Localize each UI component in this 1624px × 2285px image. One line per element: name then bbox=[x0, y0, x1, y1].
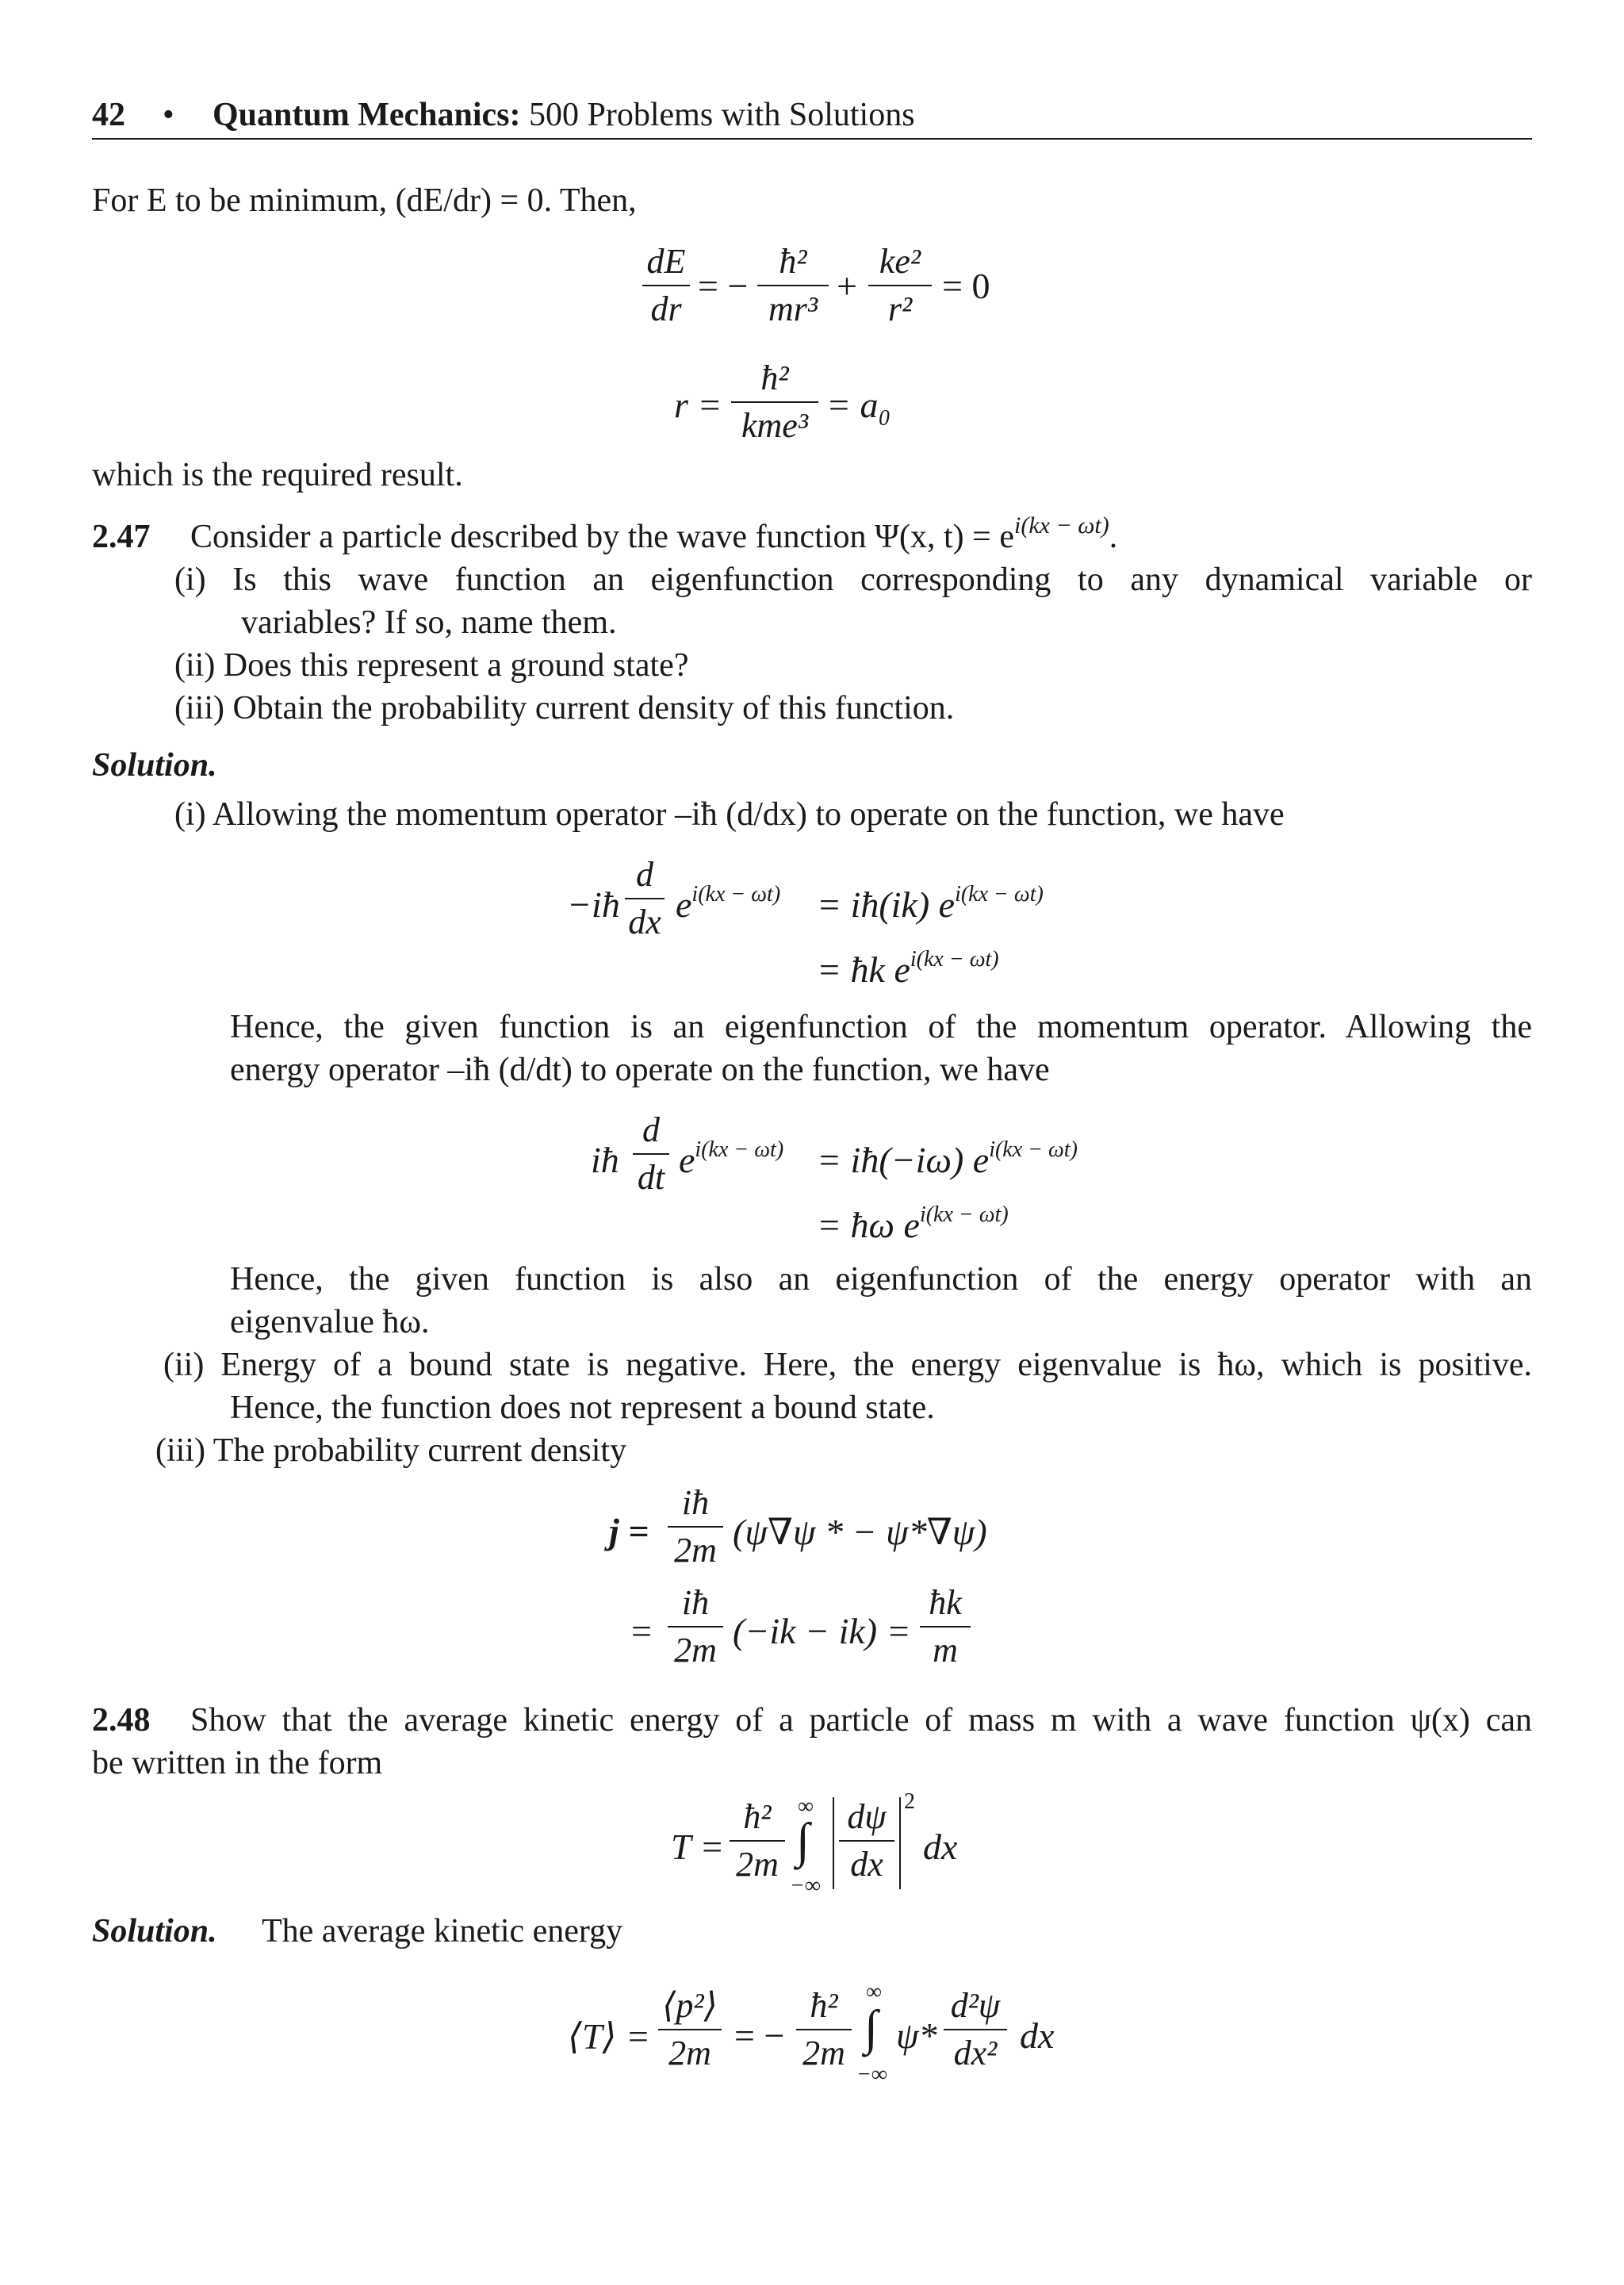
avg-dx: dx bbox=[1020, 2015, 1055, 2056]
p247-s1-text-d: eigenvalue ħω. bbox=[230, 1304, 430, 1340]
s1-eq-rhs1 bbox=[817, 884, 1044, 926]
j2-r-den: m bbox=[933, 1631, 958, 1670]
avg-f2-num: ħ² bbox=[810, 1986, 838, 2025]
T-num: ħ² bbox=[743, 1797, 772, 1836]
T-integral-sign: ∫ bbox=[796, 1814, 810, 1868]
T-lower-limit: −∞ bbox=[790, 1873, 821, 1898]
book-title-bold: Quantum Mechanics: bbox=[213, 97, 521, 133]
page-number: 42 bbox=[92, 97, 125, 133]
s1b-eq-rhs2 bbox=[817, 1204, 1009, 1246]
p247-q2: (ii) Does this represent a ground state? bbox=[174, 647, 689, 684]
s1-eq-r1: = iħ(ik) e bbox=[817, 884, 956, 925]
avg-fraction-1 bbox=[658, 1986, 722, 2073]
eq1-f2-den: r² bbox=[887, 289, 913, 328]
p247-q3: (iii) Obtain the probability current density of this function. bbox=[174, 690, 955, 727]
s1b-eq-exp-base: e bbox=[679, 1140, 695, 1180]
avg-f1-num: ⟨p²⟩ bbox=[662, 1986, 718, 2025]
s1-eq-rhs2 bbox=[817, 949, 999, 991]
header-bullet: • bbox=[163, 97, 174, 133]
eq1-lhs-fraction bbox=[642, 242, 690, 329]
j2-fraction bbox=[668, 1583, 723, 1670]
j2-r-num: ħk bbox=[929, 1583, 962, 1622]
intro-line: For E to be minimum, (dE/dr) = 0. Then, bbox=[92, 182, 637, 219]
j2-mid: (−ik − ik) = bbox=[733, 1611, 911, 1651]
s1-eq-num: d bbox=[636, 855, 653, 894]
p247-s2-line1: (ii) Energy of a bound state is negative. Here, the energy eigenvalue is ħω, which is positive. bbox=[163, 1347, 1532, 1383]
avg-lhs: ⟨T⟩ = bbox=[568, 2016, 651, 2057]
s1b-eq-r2: = ħω e bbox=[817, 1205, 920, 1245]
s1b-eq-den: dt bbox=[637, 1158, 665, 1197]
T-upper-limit: ∞ bbox=[798, 1794, 814, 1819]
j2-num: iħ bbox=[681, 1583, 710, 1622]
p248-statement-line1: Show that the average kinetic energy of a particle of mass m with a wave function ψ(x) can bbox=[190, 1702, 1532, 1739]
s1-eq-fraction bbox=[625, 855, 665, 942]
s1b-eq-num: d bbox=[642, 1110, 660, 1149]
T-abs-right-bar bbox=[899, 1797, 901, 1889]
s1b-eq-r1: = iħ(−iω) e bbox=[817, 1140, 990, 1180]
eq2-fraction bbox=[731, 358, 818, 446]
j-rhs: (ψ∇ψ * − ψ*∇ψ) bbox=[733, 1512, 987, 1552]
p248-solution-label: Solution. bbox=[92, 1913, 217, 1950]
T-abs-left-bar bbox=[833, 1797, 834, 1889]
header-rule bbox=[92, 138, 1532, 140]
j2-equals: = bbox=[631, 1611, 652, 1651]
T-power: 2 bbox=[904, 1789, 915, 1814]
p247-s1-text-a: Hence, the given function is an eigenfunction of the momentum operator. Allowing the bbox=[230, 1009, 1532, 1045]
s1-eq-exp bbox=[676, 884, 780, 926]
problem-247-number: 2.47 bbox=[92, 519, 151, 555]
p247-statement-text: Consider a particle described by the wave function Ψ(x, t) = e bbox=[190, 519, 1014, 555]
eq1-rhs: = 0 bbox=[942, 266, 990, 306]
eq1-lhs-den: dr bbox=[650, 289, 682, 328]
p247-statement-end: . bbox=[1109, 519, 1118, 555]
eq1-equals: = − bbox=[698, 266, 749, 306]
T-abs-fraction bbox=[839, 1797, 894, 1884]
eq2-den: kme³ bbox=[741, 406, 809, 445]
s1b-eq-r1-sup: i(kx − ωt) bbox=[989, 1137, 1078, 1162]
p247-s1-text-c: Hence, the given function is also an eigenfunction of the energy operator with an bbox=[230, 1261, 1532, 1298]
s1-eq-r2: = ħk e bbox=[817, 949, 910, 990]
eq1-f1-den: mr³ bbox=[768, 289, 818, 328]
eq2-lhs: r = bbox=[674, 385, 722, 425]
avg-fraction-2 bbox=[796, 1986, 852, 2073]
T-fraction bbox=[730, 1797, 785, 1884]
eq1-plus: + bbox=[837, 266, 857, 306]
p247-q1-line1: (i) Is this wave function an eigenfunction corresponding to any dynamical variable or bbox=[174, 562, 1532, 598]
s1b-eq-lhs: iħ bbox=[591, 1140, 619, 1180]
avg-f2-den: 2m bbox=[802, 2034, 845, 2072]
closing-line: which is the required result. bbox=[92, 457, 463, 493]
avg-psi-star: ψ* bbox=[896, 2015, 937, 2056]
p248-statement-line2: be written in the form bbox=[92, 1745, 383, 1781]
s1-eq-exp-sup: i(kx − ωt) bbox=[691, 882, 781, 907]
s1-eq-r2-sup: i(kx − ωt) bbox=[910, 947, 999, 972]
eq1-f2-num: ke² bbox=[879, 242, 921, 281]
problem-247-statement bbox=[190, 512, 1118, 555]
j2-den: 2m bbox=[674, 1631, 717, 1670]
p247-statement-sup: i(kx − ωt) bbox=[1014, 512, 1109, 539]
s1-eq-exp-base: e bbox=[676, 884, 692, 925]
avg-upper-limit: ∞ bbox=[866, 1980, 882, 2004]
avg-f3-den: dx² bbox=[953, 2034, 998, 2072]
s1b-eq-exp bbox=[679, 1139, 783, 1181]
eq2-num: ħ² bbox=[760, 358, 789, 397]
T-lhs: T = bbox=[671, 1827, 725, 1867]
avg-equals: = − bbox=[734, 2015, 785, 2056]
s1b-eq-fraction bbox=[633, 1110, 669, 1198]
p247-solution-label: Solution. bbox=[92, 747, 217, 784]
p247-s1-text-b: energy operator –iħ (d/dt) to operate on the function, we have bbox=[230, 1052, 1050, 1088]
T-dx: dx bbox=[923, 1827, 958, 1867]
avg-lower-limit: −∞ bbox=[856, 2062, 887, 2087]
eq1-fraction-2 bbox=[868, 242, 932, 329]
s1-eq-lhs: −iħ bbox=[567, 884, 620, 925]
p248-solution-text: The average kinetic energy bbox=[262, 1913, 623, 1950]
j-fraction bbox=[668, 1483, 723, 1570]
s1b-eq-exp-sup: i(kx − ωt) bbox=[695, 1137, 784, 1162]
s1-eq-r1-sup: i(kx − ωt) bbox=[955, 882, 1044, 907]
avg-fraction-3 bbox=[944, 1986, 1007, 2073]
j-num: iħ bbox=[681, 1483, 710, 1522]
j-den: 2m bbox=[674, 1531, 717, 1570]
eq1-lhs-num: dE bbox=[646, 242, 686, 281]
p247-s2-line2: Hence, the function does not represent a bound state. bbox=[230, 1390, 935, 1426]
T-abs-num: dψ bbox=[847, 1797, 887, 1836]
s1b-eq-rhs1 bbox=[817, 1139, 1078, 1181]
p247-s1: (i) Allowing the momentum operator –iħ (d/dx) to operate on the function, we have bbox=[174, 796, 1285, 833]
p247-s3: (iii) The probability current density bbox=[155, 1432, 627, 1469]
T-abs-den: dx bbox=[850, 1845, 883, 1884]
book-title-rest: 500 Problems with Solutions bbox=[520, 97, 915, 133]
avg-f1-den: 2m bbox=[668, 2034, 711, 2072]
avg-integral-sign: ∫ bbox=[864, 2001, 878, 2055]
j-lhs: j = bbox=[609, 1511, 649, 1551]
running-header bbox=[213, 98, 915, 132]
j2-result-fraction bbox=[920, 1583, 971, 1670]
problem-248-number: 2.48 bbox=[92, 1702, 151, 1739]
p247-q1-line2: variables? If so, name them. bbox=[241, 604, 617, 641]
s1-eq-den: dx bbox=[628, 903, 661, 941]
avg-f3-num: d²ψ bbox=[950, 1986, 1001, 2025]
s1b-eq-r2-sup: i(kx − ωt) bbox=[919, 1202, 1009, 1227]
eq2-rhs: = a₀ bbox=[826, 385, 891, 425]
eq1-f1-num: ħ² bbox=[779, 242, 807, 281]
eq1-fraction-1 bbox=[757, 242, 829, 329]
T-den: 2m bbox=[736, 1845, 779, 1884]
